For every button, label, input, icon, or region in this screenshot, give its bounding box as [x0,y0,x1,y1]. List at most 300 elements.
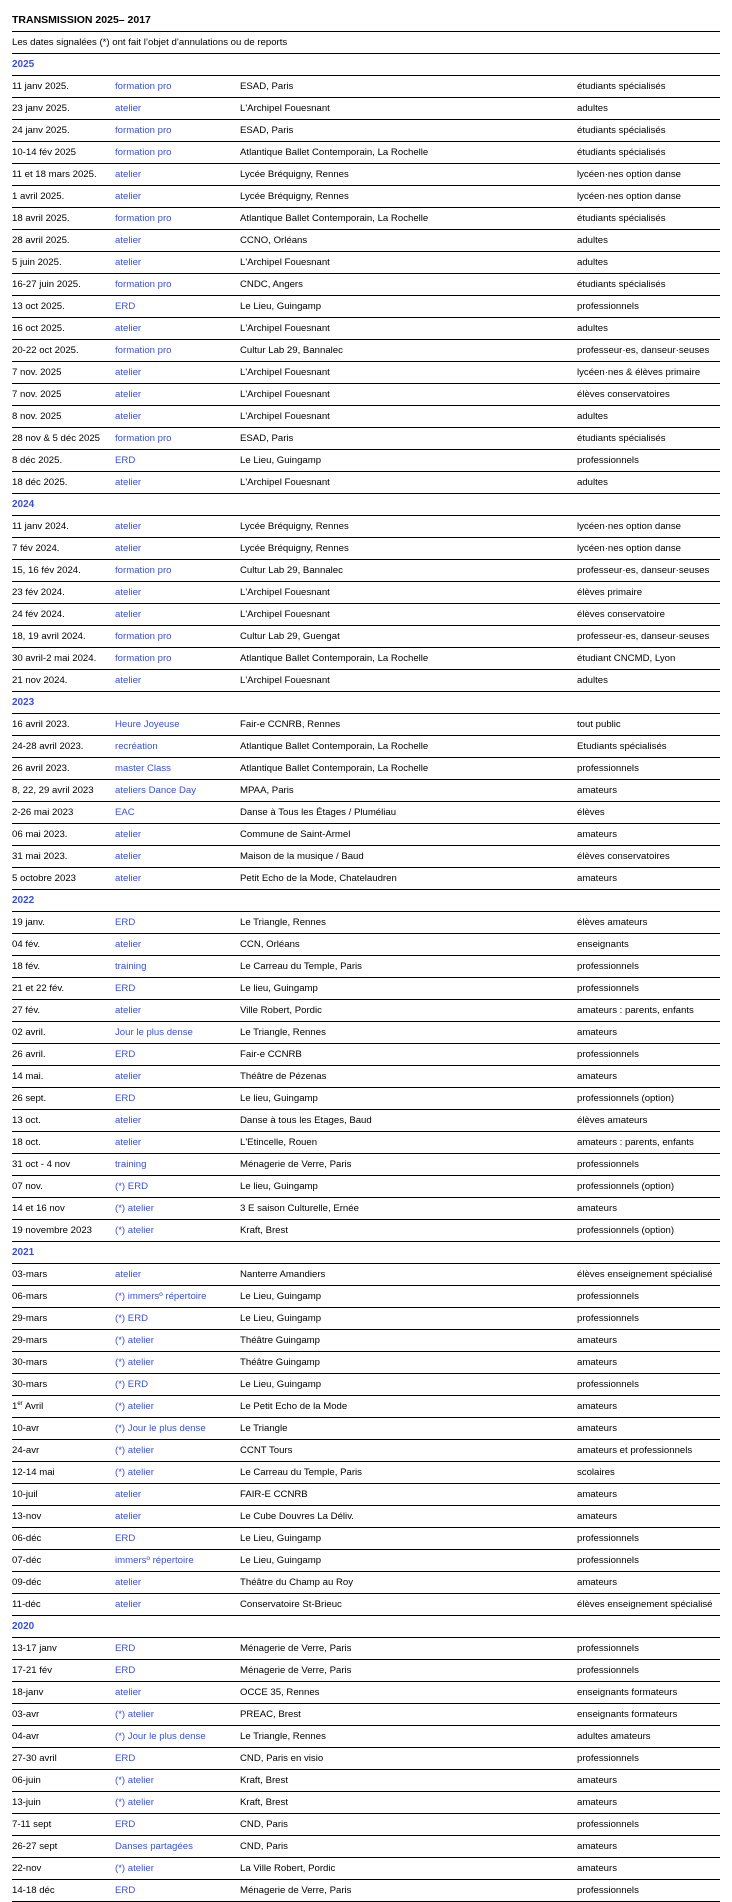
table-row [12,1396,720,1418]
date-cell: 09-déc [12,1577,42,1588]
public-cell: lycéen·nes option danse [577,543,682,554]
type-cell: atelier [115,1599,142,1610]
date-cell: 18 oct. [12,1137,41,1148]
type-cell: atelier [115,1687,142,1698]
place-cell: CND, Paris en visio [240,1753,324,1764]
date-cell: 18, 19 avril 2024. [12,631,86,642]
type-cell: formation pro [115,125,172,136]
type-cell: (*) atelier [115,1467,154,1478]
date-cell: 22-nov [12,1863,42,1874]
type-cell: EAC [115,807,135,818]
type-cell: atelier [115,873,142,884]
place-cell: Le Lieu, Guingamp [240,1291,322,1302]
type-cell: atelier [115,323,142,334]
type-cell: ERD [115,1643,136,1654]
date-cell: 7-11 sept [12,1819,52,1830]
table-row [12,1528,720,1550]
table-row [12,1572,720,1594]
date-cell: 03-mars [12,1269,48,1280]
public-cell: amateurs [577,1841,617,1852]
public-cell: professionnels [577,1753,639,1764]
type-cell: atelier [115,1489,142,1500]
public-cell: professeur·es, danseur·seuses [577,631,710,642]
date-cell: 8 nov. 2025 [12,411,62,422]
place-cell: L'Archipel Fouesnant [240,477,330,488]
place-cell: Commune de Saint-Armel [240,829,351,840]
type-cell: atelier [115,587,142,598]
place-cell: Maison de la musique / Baud [240,851,364,862]
date-cell: 8 déc 2025. [12,455,63,466]
public-cell: lycéen·nes & élèves primaire [577,367,701,378]
type-cell: atelier [115,411,142,422]
table-row [12,318,720,340]
year-heading: 2023 [12,692,720,714]
public-cell: adultes [577,675,608,686]
table-row [12,186,720,208]
type-cell: formation pro [115,653,172,664]
place-cell: 3 E saison Culturelle, Ernée [240,1203,359,1214]
table-row [12,714,720,736]
table-row [12,1374,720,1396]
type-cell: ERD [115,1885,136,1896]
type-cell: atelier [115,1511,142,1522]
public-cell: adultes [577,103,608,114]
date-cell: 13 oct. [12,1115,41,1126]
table-row [12,252,720,274]
table-row [12,868,720,890]
type-cell: formation pro [115,433,172,444]
place-cell: Le Triangle, Rennes [240,917,326,928]
place-cell: L'Archipel Fouesnant [240,103,330,114]
date-cell: 24-avr [12,1445,40,1456]
table-row [12,1220,720,1242]
date-cell: 29-mars [12,1335,48,1346]
type-cell: ERD [115,1665,136,1676]
type-cell: (*) immersº répertoire [115,1291,207,1302]
type-cell: atelier [115,1137,142,1148]
public-cell: adultes [577,235,608,246]
date-cell: 13-nov [12,1511,42,1522]
type-cell: (*) ERD [115,1379,149,1390]
date-cell: 04-avr [12,1731,40,1742]
type-cell: Heure Joyeuse [115,719,180,730]
table-row [12,296,720,318]
type-cell: (*) atelier [115,1709,154,1720]
date-cell: 21 nov 2024. [12,675,68,686]
date-cell: 18-janv [12,1687,44,1698]
place-cell: CND, Paris [240,1819,288,1830]
date-cell: 11 janv 2024. [12,521,69,532]
place-cell: Le Lieu, Guingamp [240,455,322,466]
date-cell: 16-27 juin 2025. [12,279,81,290]
place-cell: Théâtre Guingamp [240,1357,320,1368]
table-row [12,1704,720,1726]
table-row [12,120,720,142]
type-cell: (*) ERD [115,1181,149,1192]
place-cell: Ville Robert, Pordic [240,1005,322,1016]
table-row [12,1000,720,1022]
place-cell: Théâtre Guingamp [240,1335,320,1346]
table-row [12,1330,720,1352]
date-cell: 23 janv 2025. [12,103,70,114]
date-cell: 30 avril-2 mai 2024. [12,653,97,664]
place-cell: Théâtre de Pézenas [240,1071,327,1082]
table-row [12,1418,720,1440]
type-cell: (*) atelier [115,1445,154,1456]
place-cell: Théâtre du Champ au Roy [240,1577,354,1588]
place-cell: Le Triangle, Rennes [240,1731,326,1742]
place-cell: CCNT Tours [240,1445,293,1456]
table-row [12,1484,720,1506]
public-cell: professionnels [577,301,639,312]
type-cell: master Class [115,763,171,774]
type-cell: atelier [115,235,142,246]
public-cell: étudiants spécialisés [577,125,666,136]
date-cell: 10-juil [12,1489,38,1500]
type-cell: (*) atelier [115,1203,154,1214]
type-cell: atelier [115,103,142,114]
table-row [12,1638,720,1660]
table-row [12,1088,720,1110]
table-row [12,516,720,538]
type-cell: ERD [115,917,136,928]
table-row [12,1044,720,1066]
table-row [12,1198,720,1220]
place-cell: L'Archipel Fouesnant [240,609,330,620]
table-row [12,560,720,582]
date-cell: 16 oct 2025. [12,323,65,334]
date-cell: 29-mars [12,1313,48,1324]
date-cell: 13-juin [12,1797,41,1808]
public-cell: professionnels [577,961,639,972]
public-cell: adultes [577,477,608,488]
place-cell: Kraft, Brest [240,1775,288,1786]
date-cell: 04 fév. [12,939,41,950]
date-cell: 26 avril. [12,1049,46,1060]
place-cell: ESAD, Paris [240,81,294,92]
table-row [12,582,720,604]
public-cell: adultes amateurs [577,1731,651,1742]
type-cell: formation pro [115,147,172,158]
place-cell: Le Triangle [240,1423,288,1434]
table-row [12,428,720,450]
place-cell: Le Petit Echo de la Mode [240,1401,348,1412]
public-cell: élèves conservatoires [577,851,670,862]
public-cell: étudiants spécialisés [577,213,666,224]
date-cell: 06-mars [12,1291,48,1302]
public-cell: professionnels (option) [577,1093,675,1104]
type-cell: atelier [115,1005,142,1016]
place-cell: Ménagerie de Verre, Paris [240,1885,352,1896]
table-row [12,340,720,362]
table-row [12,1726,720,1748]
public-cell: élèves enseignement spécialisé [577,1269,713,1280]
public-cell: lycéen·nes option danse [577,169,682,180]
public-cell: amateurs et professionnels [577,1445,693,1456]
date-cell: 11 janv 2025. [12,81,69,92]
place-cell: Le lieu, Guingamp [240,1093,318,1104]
date-cell: 14 mai. [12,1071,44,1082]
table-row [12,142,720,164]
place-cell: L'Archipel Fouesnant [240,257,330,268]
date-cell: 13 oct 2025. [12,301,65,312]
date-cell: 02 avril. [12,1027,46,1038]
date-cell: 06 mai 2023. [12,829,68,840]
table-row [12,1858,720,1880]
type-cell: ERD [115,455,136,466]
place-cell: Ménagerie de Verre, Paris [240,1643,352,1654]
date-cell: 26 sept. [12,1093,47,1104]
document-title: TRANSMISSION 2025– 2017 [12,10,720,32]
place-cell: Le Lieu, Guingamp [240,1313,322,1324]
type-cell: (*) atelier [115,1335,154,1346]
type-cell: Danses partagées [115,1841,193,1852]
public-cell: amateurs : parents, enfants [577,1137,694,1148]
date-cell: 27 fév. [12,1005,41,1016]
type-cell: training [115,961,147,972]
place-cell: Lycée Bréquigny, Rennes [240,191,349,202]
year-heading: 2022 [12,890,720,912]
place-cell: Ménagerie de Verre, Paris [240,1159,352,1170]
place-cell: Cultur Lab 29, Guengat [240,631,340,642]
table-row [12,648,720,670]
type-cell: ateliers Dance Day [115,785,197,796]
place-cell: Atlantique Ballet Contemporain, La Rochelle [240,653,429,664]
place-cell: ESAD, Paris [240,125,294,136]
table-row [12,1132,720,1154]
place-cell: Le Cube Douvres La Déliv. [240,1511,354,1522]
public-cell: professionnels [577,455,639,466]
place-cell: L'Archipel Fouesnant [240,389,330,400]
date-cell: 11 et 18 mars 2025. [12,169,97,180]
public-cell: professionnels [577,1819,639,1830]
date-cell: 1 avril 2025. [12,191,65,202]
type-cell: atelier [115,829,142,840]
place-cell: MPAA, Paris [240,785,294,796]
date-cell: 7 fév 2024. [12,543,60,554]
date-cell: 26 avril 2023. [12,763,70,774]
public-cell: professionnels [577,1665,639,1676]
date-cell: 10-avr [12,1423,40,1434]
type-cell: atelier [115,1269,142,1280]
place-cell: L'Archipel Fouesnant [240,675,330,686]
table-row [12,1462,720,1484]
table-row [12,230,720,252]
date-cell: 17-21 fév [12,1665,53,1676]
date-cell: 03-avr [12,1709,40,1720]
public-cell: enseignants formateurs [577,1709,678,1720]
place-cell: Kraft, Brest [240,1797,288,1808]
place-cell: Fair-e CCNRB [240,1049,302,1060]
public-cell: élèves [577,807,605,818]
place-cell: Atlantique Ballet Contemporain, La Rochelle [240,763,429,774]
place-cell: Cultur Lab 29, Bannalec [240,345,343,356]
place-cell: Lycée Bréquigny, Rennes [240,521,349,532]
date-cell: 26-27 sept [12,1841,58,1852]
public-cell: amateurs [577,1797,617,1808]
type-cell: (*) atelier [115,1863,154,1874]
place-cell: La Ville Robert, Pordic [240,1863,336,1874]
type-cell: (*) atelier [115,1401,154,1412]
table-row [12,780,720,802]
public-cell: adultes [577,323,608,334]
table-row [12,824,720,846]
type-cell: atelier [115,543,142,554]
public-cell: amateurs [577,1863,617,1874]
public-cell: amateurs [577,1203,617,1214]
public-cell: professionnels (option) [577,1181,675,1192]
place-cell: Le Lieu, Guingamp [240,1555,322,1566]
type-cell: atelier [115,367,142,378]
place-cell: OCCE 35, Rennes [240,1687,320,1698]
public-cell: professionnels [577,1049,639,1060]
public-cell: professionnels [577,1643,639,1654]
place-cell: L'Archipel Fouesnant [240,587,330,598]
type-cell: atelier [115,609,142,620]
table-row [12,758,720,780]
table-row [12,406,720,428]
place-cell: Danse à Tous les Étages / Pluméliau [240,807,397,818]
table-row [12,1176,720,1198]
date-cell: 5 juin 2025. [12,257,62,268]
place-cell: ESAD, Paris [240,433,294,444]
place-cell: Le Carreau du Temple, Paris [240,961,362,972]
place-cell: FAIR-E CCNRB [240,1489,308,1500]
place-cell: Le lieu, Guingamp [240,983,318,994]
public-cell: professionnels [577,763,639,774]
table-row [12,274,720,296]
public-cell: étudiants spécialisés [577,147,666,158]
place-cell: Nanterre Amandiers [240,1269,326,1280]
type-cell: (*) atelier [115,1775,154,1786]
type-cell: ERD [115,1049,136,1060]
place-cell: Atlantique Ballet Contemporain, La Rochelle [240,147,429,158]
type-cell: ERD [115,301,136,312]
type-cell: (*) ERD [115,1313,149,1324]
table-row [12,626,720,648]
place-cell: Lycée Bréquigny, Rennes [240,543,349,554]
table-row [12,1308,720,1330]
table-row [12,1506,720,1528]
public-cell: professionnels [577,1291,639,1302]
cancellation-note: Les dates signalées (*) ont fait l’objet d’annulations ou de reports [12,32,720,54]
public-cell: professeur·es, danseur·seuses [577,565,710,576]
type-cell: training [115,1159,147,1170]
public-cell: enseignants [577,939,629,950]
table-row [12,978,720,1000]
table-row [12,1836,720,1858]
date-cell: 24-28 avril 2023. [12,741,84,752]
type-cell: (*) atelier [115,1357,154,1368]
table-row [12,1440,720,1462]
public-cell: élèves amateurs [577,917,648,928]
type-cell: (*) atelier [115,1225,154,1236]
type-cell: formation pro [115,81,172,92]
public-cell: élèves conservatoire [577,609,665,620]
table-row [12,450,720,472]
public-cell: amateurs [577,1511,617,1522]
table-row [12,1154,720,1176]
public-cell: professionnels [577,1159,639,1170]
date-cell: 10-14 fév 2025 [12,147,77,158]
type-cell: atelier [115,1115,142,1126]
public-cell: professionnels [577,1379,639,1390]
type-cell: formation pro [115,213,172,224]
type-cell: atelier [115,521,142,532]
table-row [12,604,720,626]
table-row [12,362,720,384]
public-cell: amateurs [577,785,617,796]
table-row [12,846,720,868]
date-cell: 28 nov & 5 déc 2025 [12,433,101,444]
date-cell: 20-22 oct 2025. [12,345,79,356]
date-cell: 14 et 16 nov [12,1203,65,1214]
date-cell: 18 avril 2025. [12,213,70,224]
table-row [12,1594,720,1616]
public-cell: professeur·es, danseur·seuses [577,345,710,356]
date-cell: 24 janv 2025. [12,125,70,136]
type-cell: immersº répertoire [115,1555,194,1566]
table-row [12,164,720,186]
public-cell: professionnels [577,983,639,994]
table-row [12,1550,720,1572]
place-cell: Cultur Lab 29, Bannalec [240,565,343,576]
type-cell: formation pro [115,631,172,642]
table-row [12,76,720,98]
place-cell: CCN, Orléans [240,939,300,950]
public-cell: amateurs [577,1357,617,1368]
place-cell: Ménagerie de Verre, Paris [240,1665,352,1676]
public-cell: élèves conservatoires [577,389,670,400]
place-cell: Conservatoire St-Brieuc [240,1599,342,1610]
table-row [12,1792,720,1814]
date-cell: 21 et 22 fév. [12,983,65,994]
place-cell: Le Lieu, Guingamp [240,301,322,312]
public-cell: amateurs [577,1423,617,1434]
type-cell: ERD [115,1753,136,1764]
type-cell: (*) Jour le plus dense [115,1731,206,1742]
public-cell: amateurs [577,1071,617,1082]
public-cell: amateurs : parents, enfants [577,1005,694,1016]
place-cell: L'Archipel Fouesnant [240,323,330,334]
table-row [12,1066,720,1088]
public-cell: professionnels (option) [577,1225,675,1236]
table-row [12,1110,720,1132]
date-cell: 27-30 avril [12,1753,57,1764]
public-cell: lycéen·nes option danse [577,191,682,202]
table-row [12,736,720,758]
place-cell: L'Etincelle, Rouen [240,1137,318,1148]
public-cell: amateurs [577,1489,617,1500]
public-cell: amateurs [577,1775,617,1786]
date-cell: 07-déc [12,1555,42,1566]
place-cell: PREAC, Brest [240,1709,301,1720]
table-row [12,1264,720,1286]
table-row [12,538,720,560]
year-heading: 2024 [12,494,720,516]
place-cell: Danse à tous les Etages, Baud [240,1115,372,1126]
place-cell: Le Triangle, Rennes [240,1027,326,1038]
table-row [12,1682,720,1704]
public-cell: étudiants spécialisés [577,279,666,290]
table-row [12,98,720,120]
place-cell: Le Lieu, Guingamp [240,1533,322,1544]
date-cell: 12-14 mai [12,1467,55,1478]
date-cell: 16 avril 2023. [12,719,70,730]
table-row [12,802,720,824]
year-heading: 2025 [12,54,720,76]
type-cell: ERD [115,1819,136,1830]
